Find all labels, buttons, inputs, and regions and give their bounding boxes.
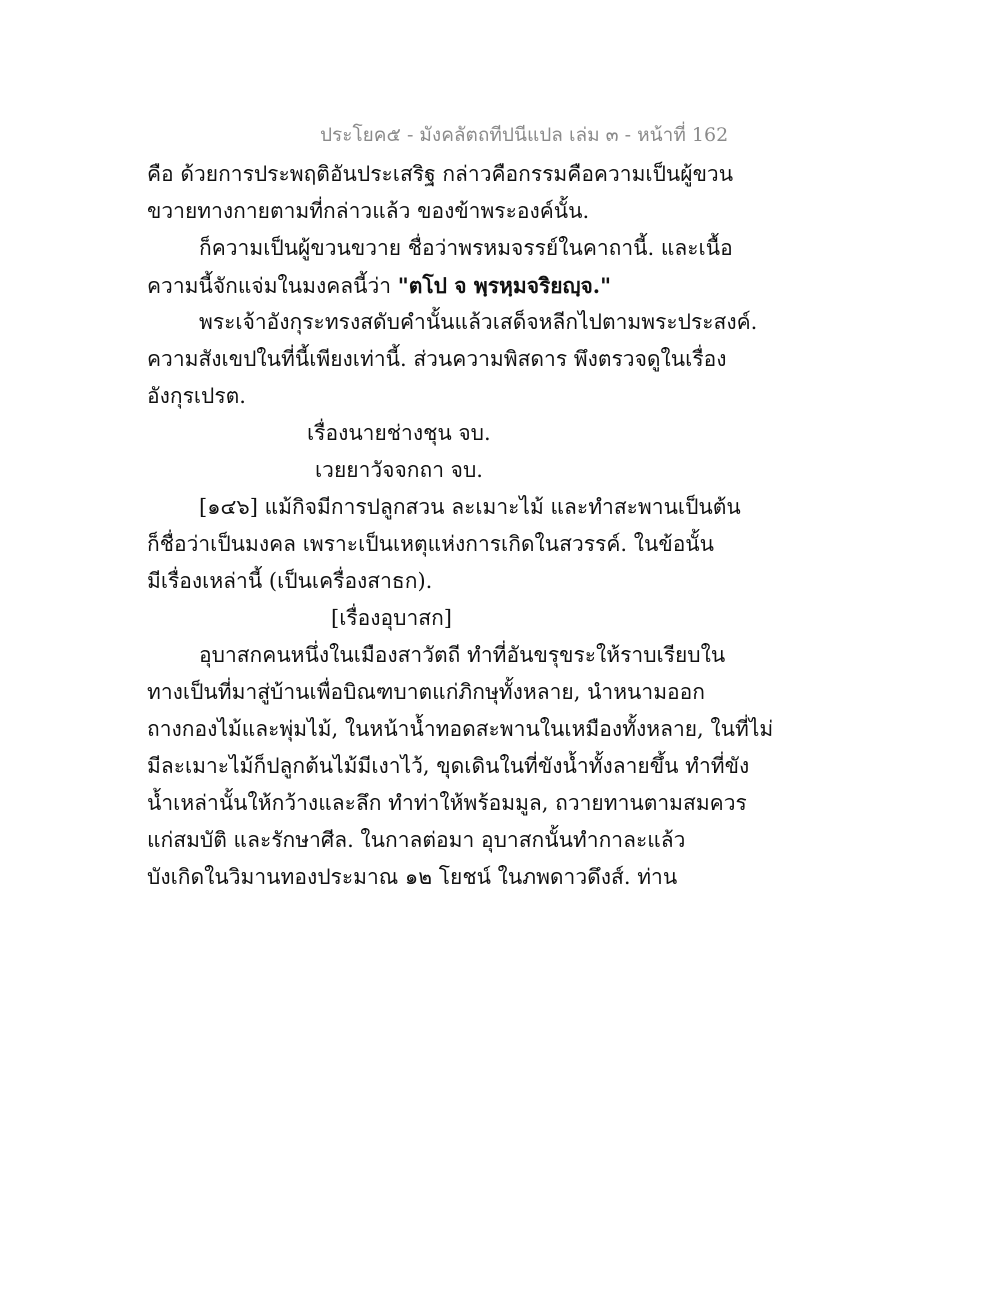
text-line: บังเกิดในวิมานทองประมาณ ๑๒ โยชน์ ในภพดาวดึงส์. ท่าน [147,865,678,889]
page-body [147,156,774,896]
section-end-marker: เวยยาวัจจกถา จบ. [315,458,483,482]
text-span: ความนี้จักแจ่มในมงคลนี้ว่า [147,274,398,298]
text-line: แก่สมบัติ และรักษาศีล. ในกาลต่อมา อุบาสกนั้นทำกาละแล้ว [147,828,686,852]
pali-quote: "ตโป จ พฺรหฺมจริยญฺจ." [397,273,612,298]
text-line: ขวายทางกายตามที่กล่าวแล้ว ของข้าพระองค์นั้น. [147,199,590,223]
text-line: พระเจ้าอังกุระทรงสดับคำนั้นแล้วเสด็จหลีกไปตามพระประสงค์. [199,310,758,334]
text-line: คือ ด้วยการประพฤติอันประเสริฐ กล่าวคือกรรมคือความเป็นผู้ขวน [147,162,734,186]
text-line: ทางเป็นที่มาสู่บ้านเพื่อบิณฑบาตแก่ภิกษุทั้งหลาย, นำหนามออก [147,680,705,704]
text-line: มีเรื่องเหล่านี้ (เป็นเครื่องสาธก). [147,569,433,593]
text-line: ถางกองไม้และพุ่มไม้, ในหน้าน้ำทอดสะพานในเหมืองทั้งหลาย, ในที่ไม่ [147,717,774,741]
text-line: อุบาสกคนหนึ่งในเมืองสาวัตถี ทำที่อันขรุขระให้ราบเรียบใน [199,643,726,667]
story-title: [เรื่องอุบาสก] [331,606,452,630]
story-end-marker: เรื่องนายช่างชุน จบ. [307,421,491,445]
text-line-with-quote [147,267,767,304]
text-line: ความสังเขปในที่นี้เพียงเท่านี้. ส่วนความพิสดาร พึงตรวจดูในเรื่อง [147,347,727,371]
text-line: ก็ชื่อว่าเป็นมงคล เพราะเป็นเหตุแห่งการเกิดในสวรรค์. ในข้อนั้น [147,532,715,556]
text-line: ก็ความเป็นผู้ขวนขวาย ชื่อว่าพรหมจรรย์ในคาถานี้. และเนื้อ [199,236,733,260]
text-line: [๑๔๖] แม้กิจมีการปลูกสวน ละเมาะไม้ และทำสะพานเป็นต้น [199,495,741,519]
text-line: มีละเมาะไม้ก็ปลูกต้นไม้มีเงาไว้, ขุดเดินในที่ขังน้ำทั้งลายขึ้น ทำที่ขัง [147,754,750,778]
running-title: ประโยค๕ - มังคลัตถทีปนีแปล เล่ม ๓ - หน้าที่ 162 [320,124,729,146]
text-line: น้ำเหล่านั้นให้กว้างและลึก ทำท่าให้พร้อมมูล, ถวายทานตามสมควร [147,791,747,815]
page-header [320,120,740,150]
text-line: อังกุรเปรต. [147,384,246,408]
